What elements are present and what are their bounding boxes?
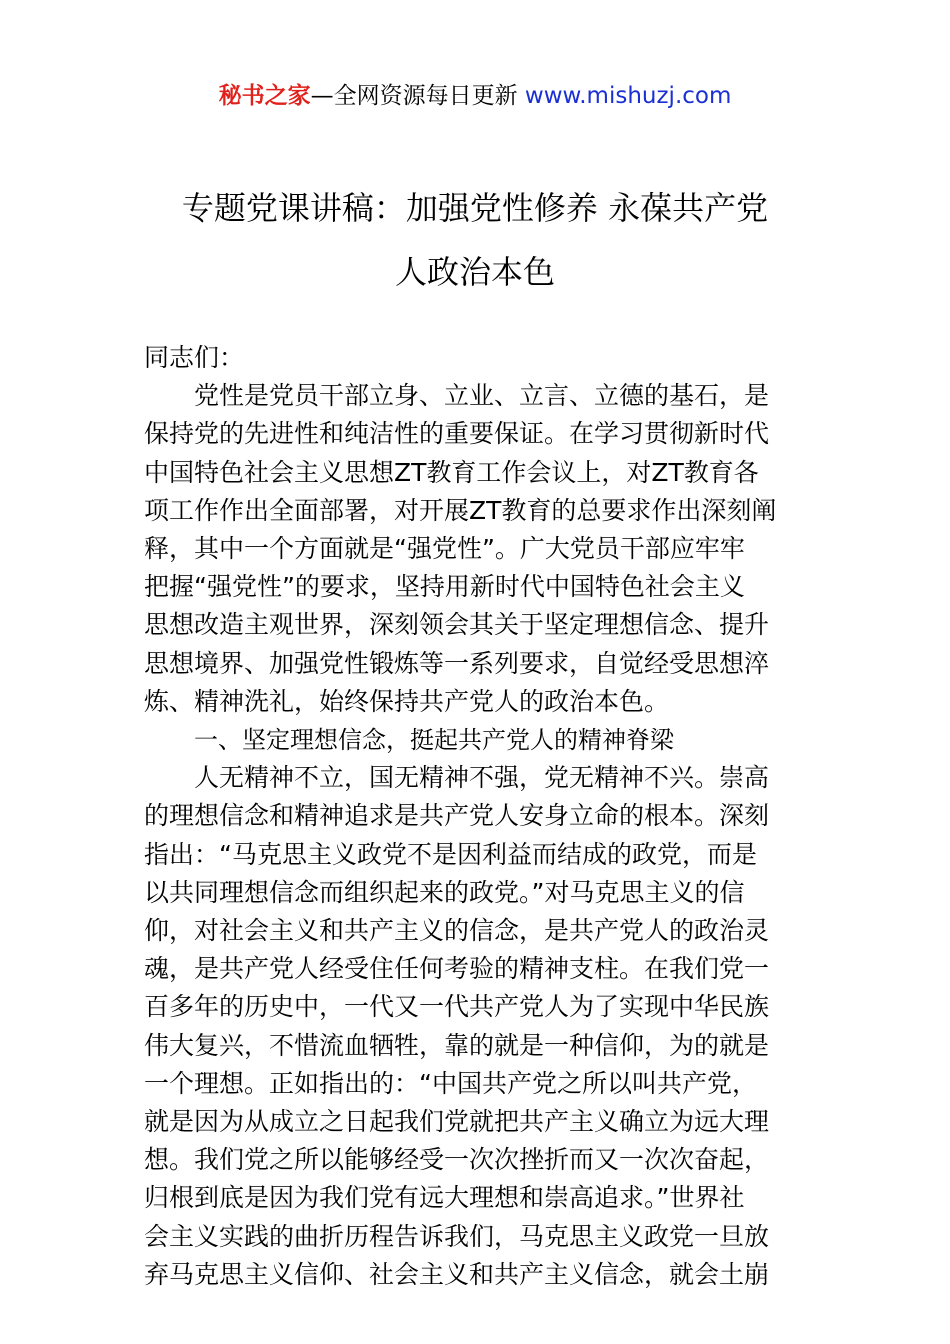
paragraph-line: 一个理想。正如指出的：“中国共产党之所以叫共产党， [144,1068,757,1098]
paragraph-line: 思想改造主观世界，深刻领会其关于坚定理想信念、提升 [144,610,770,640]
paragraph-line: 以共同理想信念而组织起来的政党。”对马克思主义的信 [144,877,745,907]
paragraph-line: 人无精神不立，国无精神不强，党无精神不兴。崇高 [194,763,770,793]
site-url-link[interactable]: www.mishuzj.com [524,83,732,109]
title-line-2: 人政治本色 [394,253,555,291]
paragraph-line: 仰，对社会主义和共产主义的信念，是共产党人的政治灵 [144,916,770,946]
title-line-1: 专题党课讲稿：加强党性修养 永葆共产党 [181,189,769,227]
paragraph-line: 百多年的历史中，一代又一代共产党人为了实现中华民族 [144,992,770,1022]
paragraph-line: 指出：“马克思主义政党不是因利益而结成的政党，而是 [144,839,757,869]
paragraph-line: 思想境界、加强党性锻炼等一系列要求，自觉经受思想淬 [144,648,770,678]
paragraph-line: 就是因为从成立之日起我们党就把共产主义确立为远大理 [144,1107,770,1137]
paragraph-line: 中国特色社会主义思想ZT教育工作会议上，对ZT教育各 [144,457,759,487]
salutation: 同志们： [144,343,245,372]
paragraph-line: 伟大复兴，不惜流血牺牲，靠的就是一种信仰，为的就是 [144,1030,770,1060]
paragraph-line: 会主义实践的曲折历程告诉我们，马克思主义政党一旦放 [144,1221,770,1251]
paragraph-line: 魂，是共产党人经受住任何考验的精神支柱。在我们党一 [144,954,770,984]
site-header [0,80,950,112]
paragraph-line: 项工作作出全面部署，对开展ZT教育的总要求作出深刻阐 [144,495,777,525]
site-brand: 秘书之家 [218,83,311,109]
paragraph-line: 归根到底是因为我们党有远大理想和崇高追求。”世界社 [144,1183,745,1213]
document-body [144,339,806,1294]
paragraph-line: 把握“强党性”的要求，坚持用新时代中国特色社会主义 [144,572,745,602]
paragraph-line: 炼、精神洗礼，始终保持共产党人的政治本色。 [144,686,670,716]
document-title [120,176,830,304]
paragraph-line: 保持党的先进性和纯洁性的重要保证。在学习贯彻新时代 [144,419,770,449]
section-heading: 一、坚定理想信念，挺起共产党人的精神脊梁 [194,726,674,755]
paragraph-line: 党性是党员干部立身、立业、立言、立德的基石，是 [194,381,770,411]
paragraph-line: 想。我们党之所以能够经受一次次挫折而又一次次奋起， [144,1145,770,1175]
paragraph-line: 弃马克思主义信仰、社会主义和共产主义信念，就会土崩 [144,1259,770,1289]
site-tagline: —全网资源每日更新 [310,83,518,109]
paragraph-line: 释，其中一个方面就是“强党性”。广大党员干部应牢牢 [144,534,745,564]
paragraph-line: 的理想信念和精神追求是共产党人安身立命的根本。深刻 [144,801,770,831]
